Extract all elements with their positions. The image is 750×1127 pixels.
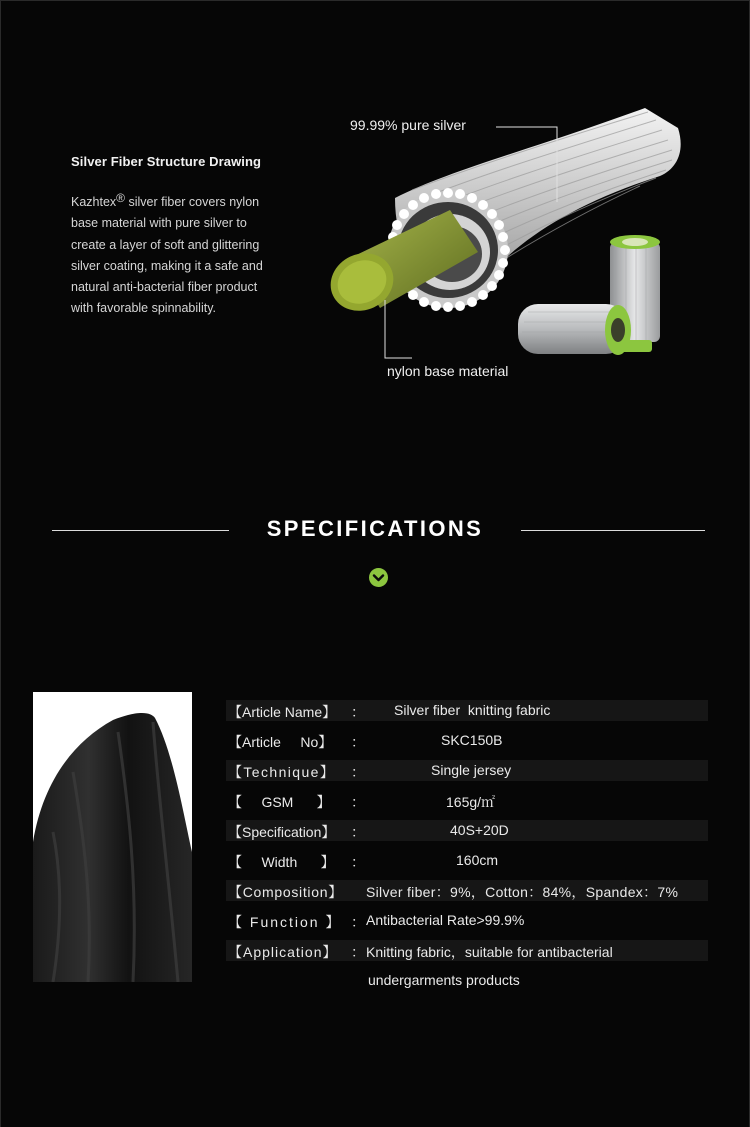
spec-row-article-name bbox=[226, 700, 708, 721]
spec-row-application bbox=[226, 940, 708, 961]
spec-value: 165g/㎡ bbox=[446, 794, 496, 810]
spec-application-continued: undergarments products bbox=[368, 972, 520, 988]
spec-value: 160cm bbox=[456, 852, 499, 868]
spec-colon: ： bbox=[351, 764, 365, 780]
fabric-photo bbox=[33, 692, 192, 982]
spec-row-width bbox=[226, 850, 708, 871]
spec-colon: ： bbox=[351, 914, 365, 930]
chevron-down-circle-icon[interactable] bbox=[369, 568, 388, 587]
spec-value: Silver fiber knitting fabric bbox=[394, 702, 551, 718]
spec-colon: ： bbox=[351, 854, 365, 870]
spec-key: 【Technique】 bbox=[228, 764, 336, 780]
spec-key: 【 Function 】 bbox=[228, 914, 342, 930]
spec-key: 【Article Name】 bbox=[228, 704, 337, 720]
callout-pure-silver: 99.99% pure silver bbox=[350, 117, 466, 133]
spec-row-gsm bbox=[226, 790, 708, 811]
callout-nylon-base: nylon base material bbox=[387, 363, 509, 379]
frame-left bbox=[0, 0, 1, 1127]
divider-right bbox=[521, 530, 705, 531]
spec-row-technique bbox=[226, 760, 708, 781]
silver-fiber-structure-illustration bbox=[300, 90, 720, 400]
spec-key: 【 GSM 】 bbox=[228, 794, 331, 810]
specifications-title: SPECIFICATIONS bbox=[266, 516, 484, 541]
chevron-down-icon bbox=[369, 568, 388, 587]
structure-title: Silver Fiber Structure Drawing bbox=[71, 154, 262, 169]
registered-mark: ® bbox=[116, 191, 126, 205]
spec-row-specification bbox=[226, 820, 708, 841]
spec-value: Knitting fabric，suitable for antibacterial bbox=[366, 944, 613, 960]
spec-row-function bbox=[226, 910, 708, 931]
spec-value: SKC150B bbox=[441, 732, 503, 748]
spec-key: 【 Width 】 bbox=[228, 854, 335, 870]
spec-value: Single jersey bbox=[431, 762, 512, 778]
spec-value: 40S+20D bbox=[450, 822, 509, 838]
spec-value: Silver fiber：9%，Cotton：84%，Spandex：7% bbox=[366, 884, 679, 900]
spec-colon: ： bbox=[351, 944, 365, 960]
spec-colon: ： bbox=[351, 824, 365, 840]
spec-colon: ： bbox=[351, 734, 365, 750]
spec-key: 【Composition】 bbox=[228, 884, 343, 900]
frame-top bbox=[0, 0, 750, 1]
black-fabric-drape-image bbox=[33, 692, 192, 982]
spec-colon: ： bbox=[351, 794, 365, 810]
structure-description bbox=[71, 188, 271, 320]
spec-key: 【Specification】 bbox=[228, 824, 336, 840]
spec-key: 【Article No】 bbox=[228, 734, 333, 750]
spec-row-article-no bbox=[226, 730, 708, 751]
spec-value: Antibacterial Rate>99.9% bbox=[366, 912, 525, 928]
spec-row-composition bbox=[226, 880, 708, 901]
structure-description-text: silver fiber covers nylon base material with pure silver to create a layer of soft and glittering silver coating, making it a safe and natural anti-bacterial fiber product with favorable spinnability. bbox=[71, 195, 263, 316]
spec-colon: ： bbox=[351, 704, 365, 720]
spec-key: 【Application】 bbox=[228, 944, 338, 960]
brand-name: Kazhtex bbox=[71, 195, 117, 209]
